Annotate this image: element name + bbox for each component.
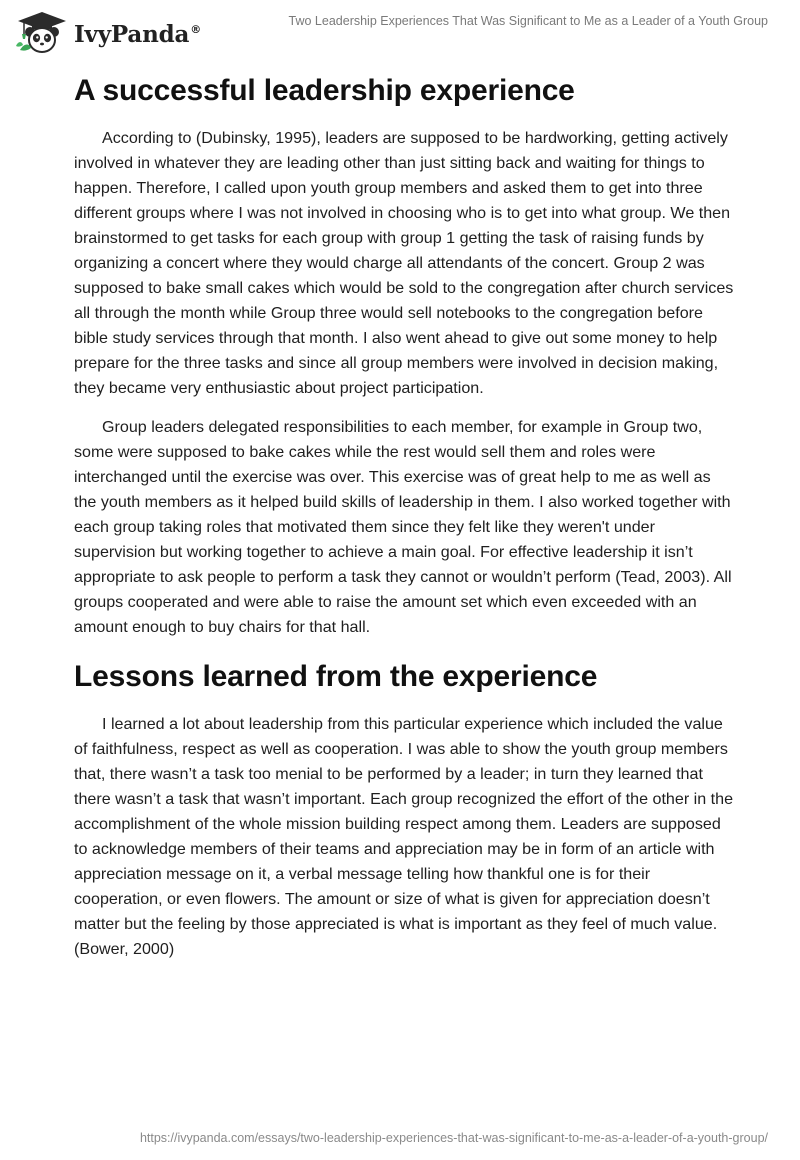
section-heading: A successful leadership experience	[74, 74, 575, 107]
paragraph: According to (Dubinsky, 1995), leaders are supposed to be hardworking, getting actively involved in whatever they are leading other than just sitting back and waiting for things to happen. Therefore, I called upon youth group members and asked them to get into three different groups where I was not involved in choosing who is to get into what group. We then brainstormed to get tasks for each group with group 1 getting the task of raising funds by organizing a concert where they would charge all attendants of the concert. Group 2 was supposed to bake small cakes which would be sold to the congregation after church services all through the month while Group three would sell notebooks to the congregation before bible study services through that month. I also went ahead to give out some money to help prepare for the three tasks and since all group members were involved in decision making, they became very enthusiastic about project participation.	[74, 129, 734, 397]
document-title: Two Leadership Experiences That Was Significant to Me as a Leader of a Youth Group	[288, 14, 768, 28]
page-header	[0, 0, 800, 60]
ivypanda-logo[interactable]	[14, 10, 201, 54]
source-url[interactable]: https://ivypanda.com/essays/two-leadership-experiences-that-was-significant-to-me-as-a-leader-of-a-youth-group/	[139, 1131, 768, 1145]
essay-content	[74, 68, 734, 976]
section-successful-experience	[74, 68, 734, 640]
paragraph: I learned a lot about leadership from this particular experience which included the value of faithfulness, respect as well as cooperation. I was able to show the youth group members that, there wasn’t a task too menial to be performed by a leader; in turn they learned that there wasn’t a task that wasn’t important. Each group recognized the effort of the other in the accomplishment of the whole mission building respect among them. Leaders are supposed to acknowledge members of their teams and appreciation may be in form of an article with appreciation message on it, a verbal message telling how thankful one is for their cooperation, or even flowers. The amount or size of what is given for appreciation doesn’t matter but the feeling by those appreciated is what is important as they feel of much value. (Bower, 2000)	[74, 715, 734, 958]
section-lessons-learned	[74, 654, 734, 962]
paragraph: Group leaders delegated responsibilities to each member, for example in Group two, some were supposed to bake cakes while the rest would sell them and roles were interchanged until the exercise was over. This exercise was of great help to me as well as the youth members as it helped build skills of leadership in them. I also worked together with each group taking roles that motivated them since they felt like they weren't under supervision but working together to achieve a main goal. For effective leadership it isn’t appropriate to ask people to perform a task they cannot or wouldn’t perform (Tead, 2003). All groups cooperated and were able to raise the amount set which even exceeded with an amount enough to buy chairs for that hall.	[74, 418, 732, 636]
registered-mark: ®	[190, 22, 201, 36]
brand-name: IvyPanda®	[74, 20, 201, 48]
panda-graduate-icon	[14, 10, 70, 54]
section-heading: Lessons learned from the experience	[74, 660, 598, 693]
